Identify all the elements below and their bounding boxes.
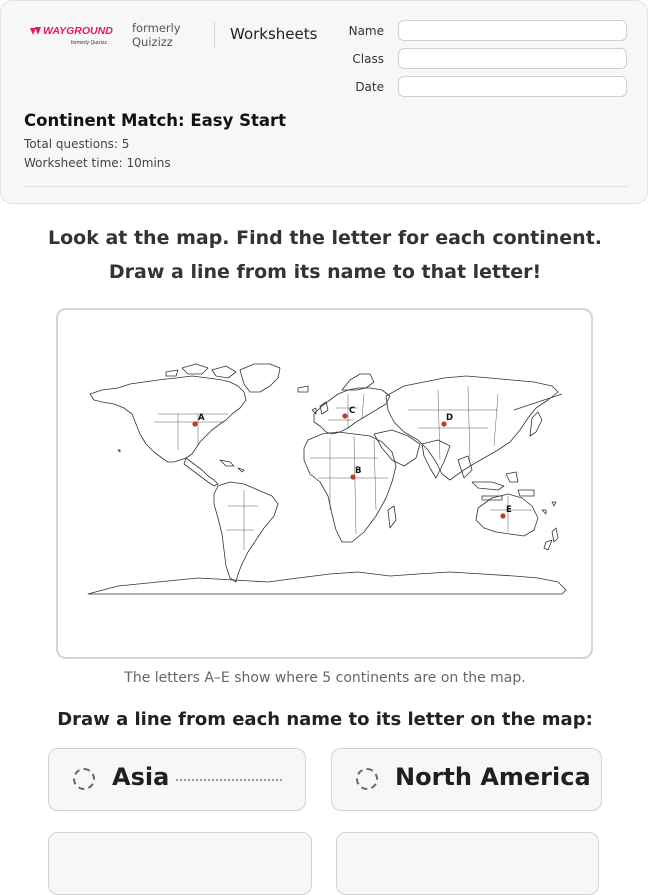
brand-subtext: formerly Quizizz	[71, 40, 107, 46]
world-map	[58, 310, 591, 657]
date-field[interactable]	[398, 76, 627, 97]
name-label: Name	[348, 24, 384, 38]
name-field[interactable]	[398, 20, 627, 41]
marker-e-label: E	[506, 505, 512, 515]
world-map-card	[56, 308, 593, 659]
class-label: Class	[352, 52, 384, 66]
marker-d-label: D	[446, 413, 454, 423]
option-card-partial[interactable]	[48, 832, 312, 895]
formerly-label: formerly	[132, 21, 181, 35]
matching-prompt: Draw a line from each name to its letter on the map:	[57, 709, 593, 730]
south-america-outline	[214, 482, 278, 582]
greenland-outline	[240, 364, 280, 392]
dotted-line	[176, 779, 282, 781]
option-asia[interactable]	[48, 748, 306, 811]
marker-b-label: B	[355, 466, 362, 476]
total-questions: Total questions: 5	[24, 137, 130, 151]
date-label: Date	[355, 80, 384, 94]
class-field[interactable]	[398, 48, 627, 69]
japan-outline	[530, 412, 542, 436]
option-card-partial[interactable]	[336, 832, 599, 895]
marker-c-dot	[342, 413, 347, 418]
option-north-america[interactable]	[331, 748, 602, 811]
india-outline	[422, 440, 450, 478]
instruction-line-1: Look at the map. Find the letter for each continent.	[47, 227, 602, 249]
connector-circle-icon	[356, 768, 378, 790]
marker-a-label: A	[198, 413, 205, 423]
formerly-note	[132, 21, 181, 49]
option-label: Asia	[112, 763, 170, 791]
wayground-logo	[29, 23, 119, 47]
header-rule	[24, 186, 628, 187]
worksheet-time: Worksheet time: 10mins	[24, 156, 171, 170]
worksheet-header	[0, 0, 648, 204]
map-caption: The letters A–E show where 5 continents are on the map.	[124, 670, 526, 686]
marker-c-label: C	[349, 406, 356, 416]
connector-circle-icon	[73, 768, 95, 790]
madagascar-outline	[388, 506, 396, 528]
central-america-outline	[184, 458, 218, 486]
north-america-outline	[90, 376, 246, 462]
brand-text: WAYGROUND	[43, 25, 113, 37]
middle-east-outline	[374, 430, 420, 466]
map-markers	[192, 406, 512, 519]
option-label: North America	[395, 763, 591, 791]
worksheet-title: Continent Match: Easy Start	[24, 111, 287, 130]
header-divider	[214, 22, 215, 48]
section-title: Worksheets	[230, 25, 318, 43]
new-zealand-outline	[544, 528, 558, 550]
instruction-line-2: Draw a line from its name to that letter!	[108, 261, 542, 283]
formerly-name: Quizizz	[132, 35, 173, 49]
marker-a-dot	[192, 421, 197, 426]
marker-e-dot	[500, 513, 505, 518]
antarctica-outline	[88, 572, 566, 594]
